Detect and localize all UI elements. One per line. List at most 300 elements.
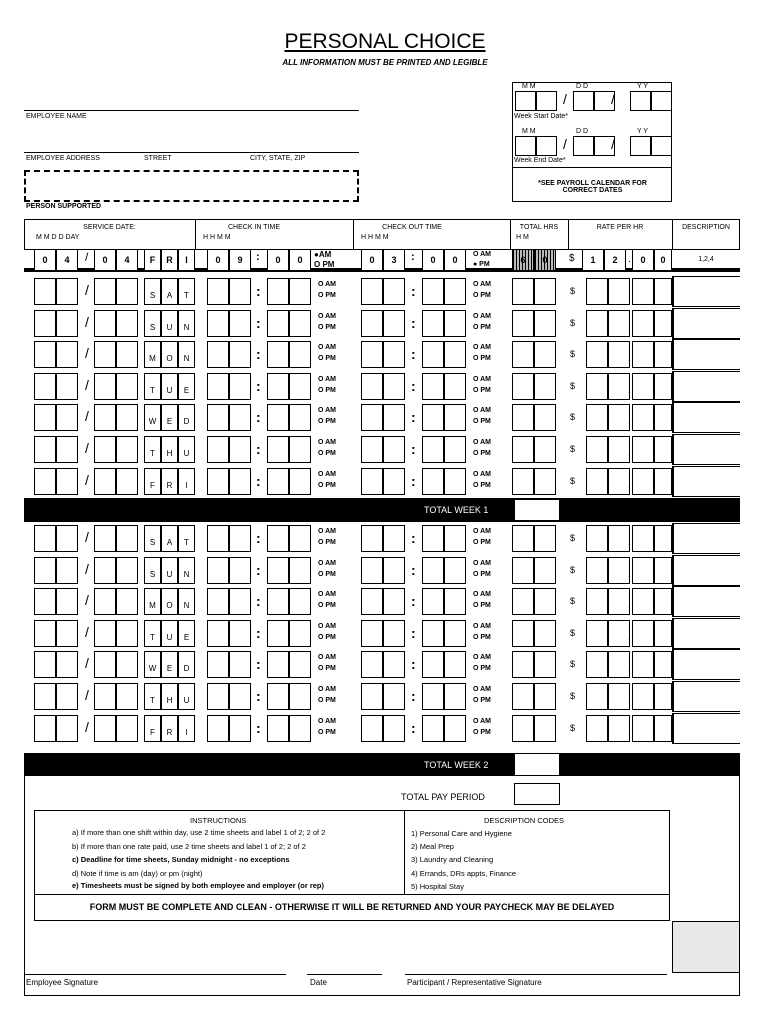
in-pm-option[interactable]: O PM <box>318 482 336 489</box>
rate-digit-4[interactable] <box>654 373 672 400</box>
out-pm-option[interactable]: O PM <box>473 292 491 299</box>
month-digit-2[interactable] <box>56 468 78 495</box>
rate-digit-1[interactable] <box>586 404 608 431</box>
in-hour-digit-1[interactable] <box>207 557 229 584</box>
day-digit-1[interactable] <box>94 436 116 463</box>
rate-digit-1[interactable] <box>586 620 608 647</box>
rate-digit-3[interactable] <box>632 436 654 463</box>
day-digit-1[interactable] <box>94 373 116 400</box>
rate-digit-3[interactable] <box>632 715 654 742</box>
out-hour-digit-1[interactable] <box>361 557 383 584</box>
out-am-option[interactable]: O AM <box>473 313 492 320</box>
rate-digit-4[interactable] <box>654 588 672 615</box>
hrs-digit-1[interactable] <box>512 651 534 678</box>
rate-digit-2[interactable] <box>608 468 630 495</box>
description-field[interactable] <box>672 276 740 307</box>
month-digit-1[interactable] <box>34 557 56 584</box>
in-min-digit-2[interactable] <box>289 341 311 368</box>
in-min-digit-2[interactable] <box>289 373 311 400</box>
month-digit-2[interactable] <box>56 683 78 710</box>
in-hour-digit-1[interactable] <box>207 404 229 431</box>
hrs-digit-2[interactable] <box>534 404 556 431</box>
in-min-digit-1[interactable] <box>267 683 289 710</box>
day-digit-2[interactable] <box>116 683 138 710</box>
in-min-digit-1[interactable] <box>267 436 289 463</box>
in-pm-option[interactable]: O PM <box>318 665 336 672</box>
day-digit-1[interactable] <box>94 588 116 615</box>
out-am-option[interactable]: O AM <box>473 560 492 567</box>
month-digit-1[interactable] <box>34 278 56 305</box>
out-pm-option[interactable]: O PM <box>473 324 491 331</box>
in-am-option[interactable]: O AM <box>318 376 337 383</box>
end-month-1[interactable] <box>515 136 536 156</box>
out-min-digit-1[interactable] <box>422 620 444 647</box>
description-field[interactable] <box>672 371 740 402</box>
in-am-option[interactable]: O AM <box>318 344 337 351</box>
hrs-digit-2[interactable] <box>534 525 556 552</box>
hrs-digit-2[interactable] <box>534 468 556 495</box>
rate-digit-1[interactable] <box>586 341 608 368</box>
description-field[interactable] <box>672 466 740 497</box>
rate-digit-4[interactable] <box>654 310 672 337</box>
out-hour-digit-2[interactable] <box>383 341 405 368</box>
in-min-digit-2[interactable] <box>289 310 311 337</box>
month-digit-2[interactable] <box>56 373 78 400</box>
hrs-digit-1[interactable] <box>512 468 534 495</box>
hrs-digit-1[interactable] <box>512 436 534 463</box>
rate-digit-3[interactable] <box>632 404 654 431</box>
start-month-1[interactable] <box>515 91 536 111</box>
rate-digit-4[interactable] <box>654 436 672 463</box>
out-min-digit-1[interactable] <box>422 278 444 305</box>
out-pm-option[interactable]: O PM <box>473 482 491 489</box>
out-hour-digit-2[interactable] <box>383 310 405 337</box>
day-digit-1[interactable] <box>94 468 116 495</box>
rate-digit-3[interactable] <box>632 278 654 305</box>
total-pay-period-field[interactable] <box>514 783 560 805</box>
rate-digit-2[interactable] <box>608 525 630 552</box>
description-field[interactable] <box>672 402 740 433</box>
in-min-digit-2[interactable] <box>289 588 311 615</box>
description-field[interactable] <box>672 618 740 649</box>
in-am-option[interactable]: O AM <box>318 654 337 661</box>
out-pm-option[interactable]: O PM <box>473 697 491 704</box>
rate-digit-3[interactable] <box>632 341 654 368</box>
in-pm-option[interactable]: O PM <box>318 355 336 362</box>
out-min-digit-2[interactable] <box>444 651 466 678</box>
in-min-digit-1[interactable] <box>267 557 289 584</box>
rate-digit-3[interactable] <box>632 525 654 552</box>
in-min-digit-1[interactable] <box>267 404 289 431</box>
in-pm-option[interactable]: O PM <box>318 539 336 546</box>
hrs-digit-1[interactable] <box>512 557 534 584</box>
month-digit-1[interactable] <box>34 373 56 400</box>
month-digit-2[interactable] <box>56 525 78 552</box>
out-am-option[interactable]: O AM <box>473 718 492 725</box>
out-hour-digit-2[interactable] <box>383 436 405 463</box>
rate-digit-1[interactable] <box>586 468 608 495</box>
out-hour-digit-1[interactable] <box>361 373 383 400</box>
out-pm-option[interactable]: O PM <box>473 355 491 362</box>
hrs-digit-1[interactable] <box>512 525 534 552</box>
employee-address-field[interactable] <box>24 130 359 152</box>
out-min-digit-2[interactable] <box>444 715 466 742</box>
out-min-digit-1[interactable] <box>422 404 444 431</box>
out-hour-digit-2[interactable] <box>383 373 405 400</box>
out-hour-digit-1[interactable] <box>361 341 383 368</box>
hrs-digit-2[interactable] <box>534 683 556 710</box>
out-min-digit-2[interactable] <box>444 620 466 647</box>
hrs-digit-2[interactable] <box>534 341 556 368</box>
description-field[interactable] <box>672 434 740 465</box>
month-digit-1[interactable] <box>34 525 56 552</box>
month-digit-1[interactable] <box>34 341 56 368</box>
in-hour-digit-2[interactable] <box>229 373 251 400</box>
rate-digit-1[interactable] <box>586 373 608 400</box>
out-hour-digit-2[interactable] <box>383 651 405 678</box>
out-pm-option[interactable]: O PM <box>473 418 491 425</box>
out-min-digit-2[interactable] <box>444 404 466 431</box>
rate-digit-3[interactable] <box>632 557 654 584</box>
rate-digit-2[interactable] <box>608 557 630 584</box>
out-pm-option[interactable]: O PM <box>473 665 491 672</box>
rate-digit-3[interactable] <box>632 310 654 337</box>
in-am-option[interactable]: O AM <box>318 686 337 693</box>
out-am-option[interactable]: O AM <box>473 591 492 598</box>
hrs-digit-2[interactable] <box>534 588 556 615</box>
in-hour-digit-1[interactable] <box>207 341 229 368</box>
out-min-digit-2[interactable] <box>444 436 466 463</box>
month-digit-1[interactable] <box>34 436 56 463</box>
hrs-digit-2[interactable] <box>534 278 556 305</box>
month-digit-1[interactable] <box>34 468 56 495</box>
rate-digit-4[interactable] <box>654 651 672 678</box>
rate-digit-3[interactable] <box>632 588 654 615</box>
month-digit-1[interactable] <box>34 404 56 431</box>
out-min-digit-2[interactable] <box>444 588 466 615</box>
month-digit-2[interactable] <box>56 278 78 305</box>
out-am-option[interactable]: O AM <box>473 407 492 414</box>
in-hour-digit-2[interactable] <box>229 341 251 368</box>
rate-digit-1[interactable] <box>586 436 608 463</box>
in-am-option[interactable]: O AM <box>318 591 337 598</box>
out-hour-digit-1[interactable] <box>361 468 383 495</box>
rate-digit-3[interactable] <box>632 373 654 400</box>
out-min-digit-2[interactable] <box>444 683 466 710</box>
day-digit-2[interactable] <box>116 588 138 615</box>
description-field[interactable] <box>672 713 740 744</box>
start-day-1[interactable] <box>573 91 594 111</box>
day-digit-2[interactable] <box>116 310 138 337</box>
hrs-digit-2[interactable] <box>534 620 556 647</box>
out-min-digit-1[interactable] <box>422 683 444 710</box>
in-min-digit-1[interactable] <box>267 373 289 400</box>
month-digit-1[interactable] <box>34 620 56 647</box>
out-am-option[interactable]: O AM <box>473 654 492 661</box>
day-digit-1[interactable] <box>94 404 116 431</box>
rate-digit-1[interactable] <box>586 310 608 337</box>
out-min-digit-1[interactable] <box>422 525 444 552</box>
in-min-digit-2[interactable] <box>289 651 311 678</box>
in-pm-option[interactable]: O PM <box>318 697 336 704</box>
rate-digit-1[interactable] <box>586 683 608 710</box>
rate-digit-4[interactable] <box>654 557 672 584</box>
out-hour-digit-2[interactable] <box>383 278 405 305</box>
description-field[interactable] <box>672 339 740 370</box>
rate-digit-4[interactable] <box>654 620 672 647</box>
out-min-digit-1[interactable] <box>422 373 444 400</box>
description-field[interactable] <box>672 649 740 680</box>
rate-digit-1[interactable] <box>586 651 608 678</box>
out-hour-digit-1[interactable] <box>361 278 383 305</box>
in-pm-option[interactable]: O PM <box>318 292 336 299</box>
day-digit-2[interactable] <box>116 468 138 495</box>
in-min-digit-1[interactable] <box>267 715 289 742</box>
rate-digit-2[interactable] <box>608 404 630 431</box>
in-min-digit-1[interactable] <box>267 588 289 615</box>
out-pm-option[interactable]: O PM <box>473 729 491 736</box>
in-am-option[interactable]: O AM <box>318 623 337 630</box>
month-digit-1[interactable] <box>34 715 56 742</box>
out-hour-digit-1[interactable] <box>361 404 383 431</box>
in-hour-digit-1[interactable] <box>207 715 229 742</box>
month-digit-2[interactable] <box>56 341 78 368</box>
day-digit-1[interactable] <box>94 341 116 368</box>
day-digit-2[interactable] <box>116 525 138 552</box>
in-pm-option[interactable]: O PM <box>318 418 336 425</box>
out-pm-option[interactable]: O PM <box>473 450 491 457</box>
rate-digit-4[interactable] <box>654 404 672 431</box>
out-pm-option[interactable]: O PM <box>473 634 491 641</box>
out-min-digit-1[interactable] <box>422 341 444 368</box>
day-digit-1[interactable] <box>94 683 116 710</box>
rate-digit-2[interactable] <box>608 620 630 647</box>
in-am-option[interactable]: O AM <box>318 471 337 478</box>
in-min-digit-2[interactable] <box>289 436 311 463</box>
in-hour-digit-2[interactable] <box>229 715 251 742</box>
in-am-option[interactable]: O AM <box>318 407 337 414</box>
hrs-digit-1[interactable] <box>512 683 534 710</box>
month-digit-2[interactable] <box>56 404 78 431</box>
out-am-option[interactable]: O AM <box>473 344 492 351</box>
out-min-digit-1[interactable] <box>422 651 444 678</box>
employee-name-field[interactable] <box>24 89 359 110</box>
in-min-digit-2[interactable] <box>289 683 311 710</box>
hrs-digit-2[interactable] <box>534 310 556 337</box>
rate-digit-2[interactable] <box>608 683 630 710</box>
description-field[interactable] <box>672 555 740 586</box>
out-hour-digit-1[interactable] <box>361 683 383 710</box>
in-min-digit-2[interactable] <box>289 404 311 431</box>
out-min-digit-1[interactable] <box>422 436 444 463</box>
out-am-option[interactable]: O AM <box>473 528 492 535</box>
day-digit-1[interactable] <box>94 715 116 742</box>
in-hour-digit-1[interactable] <box>207 588 229 615</box>
in-hour-digit-2[interactable] <box>229 404 251 431</box>
day-digit-1[interactable] <box>94 557 116 584</box>
out-hour-digit-2[interactable] <box>383 620 405 647</box>
out-am-option[interactable]: O AM <box>473 439 492 446</box>
day-digit-2[interactable] <box>116 341 138 368</box>
day-digit-2[interactable] <box>116 278 138 305</box>
out-min-digit-1[interactable] <box>422 557 444 584</box>
rate-digit-1[interactable] <box>586 525 608 552</box>
hrs-digit-1[interactable] <box>512 620 534 647</box>
in-hour-digit-1[interactable] <box>207 310 229 337</box>
in-hour-digit-2[interactable] <box>229 525 251 552</box>
out-min-digit-2[interactable] <box>444 341 466 368</box>
hrs-digit-1[interactable] <box>512 715 534 742</box>
rate-digit-2[interactable] <box>608 436 630 463</box>
in-min-digit-1[interactable] <box>267 651 289 678</box>
in-hour-digit-2[interactable] <box>229 588 251 615</box>
start-year-1[interactable] <box>630 91 651 111</box>
rate-digit-3[interactable] <box>632 468 654 495</box>
in-hour-digit-1[interactable] <box>207 620 229 647</box>
in-pm-option[interactable]: O PM <box>318 729 336 736</box>
in-min-digit-1[interactable] <box>267 278 289 305</box>
out-hour-digit-2[interactable] <box>383 715 405 742</box>
month-digit-1[interactable] <box>34 588 56 615</box>
out-min-digit-2[interactable] <box>444 525 466 552</box>
rate-digit-2[interactable] <box>608 310 630 337</box>
out-min-digit-2[interactable] <box>444 278 466 305</box>
in-min-digit-1[interactable] <box>267 310 289 337</box>
out-am-option[interactable]: O AM <box>473 281 492 288</box>
hrs-digit-2[interactable] <box>534 373 556 400</box>
signature-date-field[interactable] <box>307 950 382 974</box>
rate-digit-4[interactable] <box>654 341 672 368</box>
rate-digit-1[interactable] <box>586 715 608 742</box>
in-am-option[interactable]: O AM <box>318 718 337 725</box>
out-min-digit-2[interactable] <box>444 468 466 495</box>
in-min-digit-2[interactable] <box>289 557 311 584</box>
in-min-digit-1[interactable] <box>267 468 289 495</box>
end-month-2[interactable] <box>536 136 557 156</box>
hrs-digit-2[interactable] <box>534 557 556 584</box>
in-hour-digit-2[interactable] <box>229 468 251 495</box>
in-min-digit-2[interactable] <box>289 278 311 305</box>
month-digit-2[interactable] <box>56 620 78 647</box>
month-digit-2[interactable] <box>56 436 78 463</box>
month-digit-1[interactable] <box>34 683 56 710</box>
in-hour-digit-2[interactable] <box>229 683 251 710</box>
hrs-digit-1[interactable] <box>512 278 534 305</box>
in-hour-digit-2[interactable] <box>229 436 251 463</box>
in-hour-digit-1[interactable] <box>207 436 229 463</box>
day-digit-1[interactable] <box>94 651 116 678</box>
out-hour-digit-1[interactable] <box>361 715 383 742</box>
out-hour-digit-2[interactable] <box>383 683 405 710</box>
total-week-2-field[interactable] <box>514 753 560 776</box>
in-pm-option[interactable]: O PM <box>318 387 336 394</box>
month-digit-2[interactable] <box>56 557 78 584</box>
rate-digit-1[interactable] <box>586 557 608 584</box>
in-hour-digit-1[interactable] <box>207 468 229 495</box>
out-am-option[interactable]: O AM <box>473 686 492 693</box>
in-pm-option[interactable]: O PM <box>318 634 336 641</box>
in-hour-digit-2[interactable] <box>229 620 251 647</box>
month-digit-1[interactable] <box>34 651 56 678</box>
in-hour-digit-2[interactable] <box>229 310 251 337</box>
end-year-1[interactable] <box>630 136 651 156</box>
in-am-option[interactable]: O AM <box>318 439 337 446</box>
hrs-digit-1[interactable] <box>512 341 534 368</box>
out-min-digit-1[interactable] <box>422 715 444 742</box>
in-min-digit-2[interactable] <box>289 620 311 647</box>
in-pm-option[interactable]: O PM <box>318 324 336 331</box>
out-hour-digit-2[interactable] <box>383 588 405 615</box>
description-field[interactable] <box>672 586 740 617</box>
rate-digit-2[interactable] <box>608 588 630 615</box>
in-pm-option[interactable]: O PM <box>318 450 336 457</box>
description-field[interactable] <box>672 523 740 554</box>
out-hour-digit-2[interactable] <box>383 468 405 495</box>
in-am-option[interactable]: O AM <box>318 281 337 288</box>
out-pm-option[interactable]: O PM <box>473 571 491 578</box>
hrs-digit-1[interactable] <box>512 588 534 615</box>
rate-digit-2[interactable] <box>608 651 630 678</box>
month-digit-2[interactable] <box>56 310 78 337</box>
hrs-digit-2[interactable] <box>534 651 556 678</box>
rate-digit-2[interactable] <box>608 278 630 305</box>
in-hour-digit-1[interactable] <box>207 525 229 552</box>
hrs-digit-1[interactable] <box>512 404 534 431</box>
month-digit-1[interactable] <box>34 310 56 337</box>
month-digit-2[interactable] <box>56 588 78 615</box>
employee-signature-field[interactable] <box>24 950 286 974</box>
out-min-digit-1[interactable] <box>422 588 444 615</box>
rate-digit-3[interactable] <box>632 620 654 647</box>
out-hour-digit-2[interactable] <box>383 557 405 584</box>
in-min-digit-2[interactable] <box>289 715 311 742</box>
hrs-digit-2[interactable] <box>534 715 556 742</box>
out-am-option[interactable]: O AM <box>473 471 492 478</box>
in-hour-digit-1[interactable] <box>207 278 229 305</box>
out-hour-digit-1[interactable] <box>361 620 383 647</box>
hrs-digit-1[interactable] <box>512 310 534 337</box>
day-digit-1[interactable] <box>94 310 116 337</box>
out-pm-option[interactable]: O PM <box>473 387 491 394</box>
month-digit-2[interactable] <box>56 651 78 678</box>
out-min-digit-1[interactable] <box>422 310 444 337</box>
rate-digit-2[interactable] <box>608 373 630 400</box>
start-month-2[interactable] <box>536 91 557 111</box>
total-week-1-field[interactable] <box>514 499 560 521</box>
rate-digit-4[interactable] <box>654 525 672 552</box>
out-hour-digit-1[interactable] <box>361 310 383 337</box>
description-field[interactable] <box>672 681 740 712</box>
out-pm-option[interactable]: O PM <box>473 602 491 609</box>
participant-signature-field[interactable] <box>405 950 667 974</box>
hrs-digit-2[interactable] <box>534 436 556 463</box>
in-hour-digit-2[interactable] <box>229 278 251 305</box>
day-digit-1[interactable] <box>94 620 116 647</box>
out-hour-digit-2[interactable] <box>383 404 405 431</box>
rate-digit-1[interactable] <box>586 278 608 305</box>
out-hour-digit-1[interactable] <box>361 436 383 463</box>
rate-digit-4[interactable] <box>654 683 672 710</box>
in-hour-digit-2[interactable] <box>229 651 251 678</box>
rate-digit-2[interactable] <box>608 715 630 742</box>
day-digit-2[interactable] <box>116 373 138 400</box>
in-hour-digit-1[interactable] <box>207 683 229 710</box>
out-hour-digit-1[interactable] <box>361 588 383 615</box>
rate-digit-1[interactable] <box>586 588 608 615</box>
in-am-option[interactable]: O AM <box>318 313 337 320</box>
in-am-option[interactable]: O AM <box>318 528 337 535</box>
day-digit-2[interactable] <box>116 404 138 431</box>
